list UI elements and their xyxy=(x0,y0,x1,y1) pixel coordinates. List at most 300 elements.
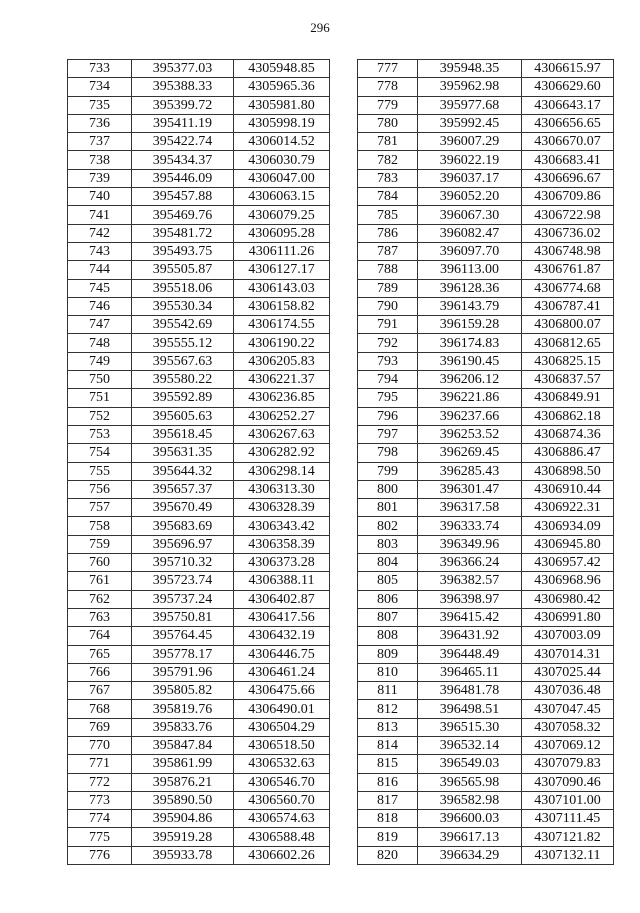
point-id-cell: 804 xyxy=(358,554,418,572)
coordinates-table-right xyxy=(357,59,614,865)
table-row xyxy=(358,242,614,260)
y-coordinate-cell: 4305965.36 xyxy=(234,78,330,96)
point-id-cell: 797 xyxy=(358,425,418,443)
table-row xyxy=(358,425,614,443)
y-coordinate-cell: 4306298.14 xyxy=(234,462,330,480)
table-row xyxy=(68,206,330,224)
y-coordinate-cell: 4306560.70 xyxy=(234,791,330,809)
point-id-cell: 753 xyxy=(68,425,132,443)
x-coordinate-cell: 395847.84 xyxy=(132,736,234,754)
table-row xyxy=(358,682,614,700)
x-coordinate-cell: 396382.57 xyxy=(418,572,522,590)
x-coordinate-cell: 396190.45 xyxy=(418,352,522,370)
table-row xyxy=(358,791,614,809)
x-coordinate-cell: 396498.51 xyxy=(418,700,522,718)
x-coordinate-cell: 395377.03 xyxy=(132,60,234,78)
x-coordinate-cell: 396565.98 xyxy=(418,773,522,791)
table-row xyxy=(358,590,614,608)
x-coordinate-cell: 395977.68 xyxy=(418,96,522,114)
x-coordinate-cell: 395422.74 xyxy=(132,133,234,151)
table-row xyxy=(358,846,614,864)
y-coordinate-cell: 4306574.63 xyxy=(234,810,330,828)
table-row xyxy=(68,224,330,242)
y-coordinate-cell: 4306343.42 xyxy=(234,517,330,535)
x-coordinate-cell: 395876.21 xyxy=(132,773,234,791)
y-coordinate-cell: 4306358.39 xyxy=(234,535,330,553)
x-coordinate-cell: 396269.45 xyxy=(418,444,522,462)
point-id-cell: 769 xyxy=(68,718,132,736)
y-coordinate-cell: 4306696.67 xyxy=(522,169,614,187)
point-id-cell: 738 xyxy=(68,151,132,169)
y-coordinate-cell: 4307111.45 xyxy=(522,810,614,828)
y-coordinate-cell: 4307036.48 xyxy=(522,682,614,700)
y-coordinate-cell: 4306670.07 xyxy=(522,133,614,151)
table-row xyxy=(68,700,330,718)
y-coordinate-cell: 4306014.52 xyxy=(234,133,330,151)
point-id-cell: 750 xyxy=(68,371,132,389)
x-coordinate-cell: 395696.97 xyxy=(132,535,234,553)
y-coordinate-cell: 4306945.80 xyxy=(522,535,614,553)
point-id-cell: 743 xyxy=(68,242,132,260)
y-coordinate-cell: 4306030.79 xyxy=(234,151,330,169)
x-coordinate-cell: 395411.19 xyxy=(132,114,234,132)
y-coordinate-cell: 4307101.00 xyxy=(522,791,614,809)
point-id-cell: 766 xyxy=(68,663,132,681)
y-coordinate-cell: 4306683.41 xyxy=(522,151,614,169)
y-coordinate-cell: 4306079.25 xyxy=(234,206,330,224)
y-coordinate-cell: 4306910.44 xyxy=(522,480,614,498)
point-id-cell: 803 xyxy=(358,535,418,553)
table-row xyxy=(358,96,614,114)
point-id-cell: 805 xyxy=(358,572,418,590)
point-id-cell: 795 xyxy=(358,389,418,407)
table-row xyxy=(358,572,614,590)
table-row xyxy=(68,590,330,608)
point-id-cell: 808 xyxy=(358,627,418,645)
table-row xyxy=(358,773,614,791)
table-body xyxy=(68,60,330,865)
x-coordinate-cell: 396448.49 xyxy=(418,645,522,663)
y-coordinate-cell: 4307014.31 xyxy=(522,645,614,663)
x-coordinate-cell: 395446.09 xyxy=(132,169,234,187)
table-row xyxy=(68,114,330,132)
point-id-cell: 778 xyxy=(358,78,418,96)
y-coordinate-cell: 4306174.55 xyxy=(234,316,330,334)
point-id-cell: 815 xyxy=(358,755,418,773)
table-row xyxy=(68,261,330,279)
table-row xyxy=(358,755,614,773)
table-row xyxy=(358,499,614,517)
x-coordinate-cell: 396159.28 xyxy=(418,316,522,334)
y-coordinate-cell: 4306957.42 xyxy=(522,554,614,572)
x-coordinate-cell: 396206.12 xyxy=(418,371,522,389)
point-id-cell: 763 xyxy=(68,608,132,626)
point-id-cell: 734 xyxy=(68,78,132,96)
y-coordinate-cell: 4306849.91 xyxy=(522,389,614,407)
point-id-cell: 802 xyxy=(358,517,418,535)
y-coordinate-cell: 4306615.97 xyxy=(522,60,614,78)
point-id-cell: 806 xyxy=(358,590,418,608)
y-coordinate-cell: 4306629.60 xyxy=(522,78,614,96)
point-id-cell: 735 xyxy=(68,96,132,114)
x-coordinate-cell: 396143.79 xyxy=(418,297,522,315)
point-id-cell: 777 xyxy=(358,60,418,78)
y-coordinate-cell: 4306991.80 xyxy=(522,608,614,626)
point-id-cell: 811 xyxy=(358,682,418,700)
table-row xyxy=(358,334,614,352)
table-row xyxy=(358,736,614,754)
x-coordinate-cell: 396022.19 xyxy=(418,151,522,169)
table-row xyxy=(358,828,614,846)
y-coordinate-cell: 4306095.28 xyxy=(234,224,330,242)
x-coordinate-cell: 396301.47 xyxy=(418,480,522,498)
point-id-cell: 757 xyxy=(68,499,132,517)
y-coordinate-cell: 4306111.26 xyxy=(234,242,330,260)
y-coordinate-cell: 4306373.28 xyxy=(234,554,330,572)
y-coordinate-cell: 4306787.41 xyxy=(522,297,614,315)
table-row xyxy=(358,78,614,96)
y-coordinate-cell: 4306748.98 xyxy=(522,242,614,260)
table-row xyxy=(358,371,614,389)
table-row xyxy=(68,78,330,96)
point-id-cell: 736 xyxy=(68,114,132,132)
table-row xyxy=(68,188,330,206)
x-coordinate-cell: 395605.63 xyxy=(132,407,234,425)
point-id-cell: 812 xyxy=(358,700,418,718)
table-row xyxy=(68,572,330,590)
table-row xyxy=(358,151,614,169)
table-row xyxy=(68,352,330,370)
x-coordinate-cell: 395962.98 xyxy=(418,78,522,96)
point-id-cell: 794 xyxy=(358,371,418,389)
y-coordinate-cell: 4306588.48 xyxy=(234,828,330,846)
x-coordinate-cell: 396285.43 xyxy=(418,462,522,480)
x-coordinate-cell: 395644.32 xyxy=(132,462,234,480)
point-id-cell: 801 xyxy=(358,499,418,517)
point-id-cell: 785 xyxy=(358,206,418,224)
x-coordinate-cell: 395657.37 xyxy=(132,480,234,498)
table-row xyxy=(68,663,330,681)
y-coordinate-cell: 4306446.75 xyxy=(234,645,330,663)
point-id-cell: 786 xyxy=(358,224,418,242)
table-row xyxy=(68,608,330,626)
x-coordinate-cell: 395399.72 xyxy=(132,96,234,114)
y-coordinate-cell: 4306432.19 xyxy=(234,627,330,645)
point-id-cell: 813 xyxy=(358,718,418,736)
point-id-cell: 755 xyxy=(68,462,132,480)
point-id-cell: 799 xyxy=(358,462,418,480)
point-id-cell: 798 xyxy=(358,444,418,462)
point-id-cell: 761 xyxy=(68,572,132,590)
point-id-cell: 819 xyxy=(358,828,418,846)
y-coordinate-cell: 4305998.19 xyxy=(234,114,330,132)
y-coordinate-cell: 4306656.65 xyxy=(522,114,614,132)
x-coordinate-cell: 395904.86 xyxy=(132,810,234,828)
table-row xyxy=(358,279,614,297)
table-row xyxy=(358,261,614,279)
y-coordinate-cell: 4306047.00 xyxy=(234,169,330,187)
coordinates-table-left xyxy=(67,59,330,865)
y-coordinate-cell: 4306190.22 xyxy=(234,334,330,352)
table-row xyxy=(358,810,614,828)
y-coordinate-cell: 4306709.86 xyxy=(522,188,614,206)
point-id-cell: 788 xyxy=(358,261,418,279)
table-row xyxy=(68,645,330,663)
x-coordinate-cell: 396582.98 xyxy=(418,791,522,809)
point-id-cell: 765 xyxy=(68,645,132,663)
table-row xyxy=(68,773,330,791)
point-id-cell: 772 xyxy=(68,773,132,791)
point-id-cell: 746 xyxy=(68,297,132,315)
point-id-cell: 814 xyxy=(358,736,418,754)
y-coordinate-cell: 4306236.85 xyxy=(234,389,330,407)
table-row xyxy=(68,334,330,352)
y-coordinate-cell: 4306143.03 xyxy=(234,279,330,297)
table-row xyxy=(358,169,614,187)
table-row xyxy=(358,407,614,425)
point-id-cell: 791 xyxy=(358,316,418,334)
point-id-cell: 751 xyxy=(68,389,132,407)
x-coordinate-cell: 396128.36 xyxy=(418,279,522,297)
table-row xyxy=(358,114,614,132)
point-id-cell: 792 xyxy=(358,334,418,352)
x-coordinate-cell: 395567.63 xyxy=(132,352,234,370)
point-id-cell: 771 xyxy=(68,755,132,773)
table-row xyxy=(68,371,330,389)
table-row xyxy=(358,444,614,462)
x-coordinate-cell: 396617.13 xyxy=(418,828,522,846)
x-coordinate-cell: 395737.24 xyxy=(132,590,234,608)
table-row xyxy=(358,60,614,78)
y-coordinate-cell: 4306504.29 xyxy=(234,718,330,736)
point-id-cell: 767 xyxy=(68,682,132,700)
x-coordinate-cell: 395819.76 xyxy=(132,700,234,718)
x-coordinate-cell: 395683.69 xyxy=(132,517,234,535)
y-coordinate-cell: 4306736.02 xyxy=(522,224,614,242)
x-coordinate-cell: 395505.87 xyxy=(132,261,234,279)
x-coordinate-cell: 396515.30 xyxy=(418,718,522,736)
table-row xyxy=(358,645,614,663)
x-coordinate-cell: 395670.49 xyxy=(132,499,234,517)
table-row xyxy=(68,554,330,572)
x-coordinate-cell: 395388.33 xyxy=(132,78,234,96)
table-row xyxy=(68,627,330,645)
point-id-cell: 820 xyxy=(358,846,418,864)
point-id-cell: 787 xyxy=(358,242,418,260)
x-coordinate-cell: 395833.76 xyxy=(132,718,234,736)
table-row xyxy=(358,224,614,242)
x-coordinate-cell: 396549.03 xyxy=(418,755,522,773)
y-coordinate-cell: 4306282.92 xyxy=(234,444,330,462)
x-coordinate-cell: 395457.88 xyxy=(132,188,234,206)
table-row xyxy=(68,682,330,700)
table-row xyxy=(68,151,330,169)
table-row xyxy=(68,444,330,462)
x-coordinate-cell: 396349.96 xyxy=(418,535,522,553)
table-row xyxy=(358,462,614,480)
x-coordinate-cell: 395481.72 xyxy=(132,224,234,242)
y-coordinate-cell: 4306922.31 xyxy=(522,499,614,517)
y-coordinate-cell: 4306825.15 xyxy=(522,352,614,370)
y-coordinate-cell: 4306267.63 xyxy=(234,425,330,443)
point-id-cell: 760 xyxy=(68,554,132,572)
point-id-cell: 747 xyxy=(68,316,132,334)
table-row xyxy=(68,718,330,736)
table-row xyxy=(68,297,330,315)
y-coordinate-cell: 4307121.82 xyxy=(522,828,614,846)
x-coordinate-cell: 396007.29 xyxy=(418,133,522,151)
y-coordinate-cell: 4306417.56 xyxy=(234,608,330,626)
table-row xyxy=(68,242,330,260)
x-coordinate-cell: 396317.58 xyxy=(418,499,522,517)
table-row xyxy=(358,608,614,626)
table-row xyxy=(358,316,614,334)
table-row xyxy=(68,425,330,443)
point-id-cell: 774 xyxy=(68,810,132,828)
x-coordinate-cell: 395764.45 xyxy=(132,627,234,645)
point-id-cell: 737 xyxy=(68,133,132,151)
point-id-cell: 770 xyxy=(68,736,132,754)
point-id-cell: 758 xyxy=(68,517,132,535)
table-row xyxy=(68,316,330,334)
x-coordinate-cell: 396431.92 xyxy=(418,627,522,645)
point-id-cell: 780 xyxy=(358,114,418,132)
point-id-cell: 809 xyxy=(358,645,418,663)
point-id-cell: 790 xyxy=(358,297,418,315)
y-coordinate-cell: 4306063.15 xyxy=(234,188,330,206)
x-coordinate-cell: 395710.32 xyxy=(132,554,234,572)
table-row xyxy=(358,480,614,498)
table-row xyxy=(68,736,330,754)
y-coordinate-cell: 4306388.11 xyxy=(234,572,330,590)
point-id-cell: 764 xyxy=(68,627,132,645)
y-coordinate-cell: 4306221.37 xyxy=(234,371,330,389)
x-coordinate-cell: 396037.17 xyxy=(418,169,522,187)
point-id-cell: 789 xyxy=(358,279,418,297)
y-coordinate-cell: 4306898.50 xyxy=(522,462,614,480)
y-coordinate-cell: 4306980.42 xyxy=(522,590,614,608)
point-id-cell: 744 xyxy=(68,261,132,279)
x-coordinate-cell: 395542.69 xyxy=(132,316,234,334)
x-coordinate-cell: 395890.50 xyxy=(132,791,234,809)
x-coordinate-cell: 395580.22 xyxy=(132,371,234,389)
y-coordinate-cell: 4306602.26 xyxy=(234,846,330,864)
y-coordinate-cell: 4306252.27 xyxy=(234,407,330,425)
point-id-cell: 756 xyxy=(68,480,132,498)
x-coordinate-cell: 396398.97 xyxy=(418,590,522,608)
point-id-cell: 816 xyxy=(358,773,418,791)
x-coordinate-cell: 396097.70 xyxy=(418,242,522,260)
table-row xyxy=(68,279,330,297)
x-coordinate-cell: 395518.06 xyxy=(132,279,234,297)
table-row xyxy=(358,389,614,407)
table-row xyxy=(68,755,330,773)
x-coordinate-cell: 396113.00 xyxy=(418,261,522,279)
table-row xyxy=(68,60,330,78)
point-id-cell: 740 xyxy=(68,188,132,206)
y-coordinate-cell: 4305948.85 xyxy=(234,60,330,78)
point-id-cell: 782 xyxy=(358,151,418,169)
point-id-cell: 810 xyxy=(358,663,418,681)
table-row xyxy=(358,352,614,370)
x-coordinate-cell: 396634.29 xyxy=(418,846,522,864)
x-coordinate-cell: 395469.76 xyxy=(132,206,234,224)
table-row xyxy=(68,828,330,846)
x-coordinate-cell: 395750.81 xyxy=(132,608,234,626)
y-coordinate-cell: 4307058.32 xyxy=(522,718,614,736)
point-id-cell: 796 xyxy=(358,407,418,425)
y-coordinate-cell: 4306518.50 xyxy=(234,736,330,754)
y-coordinate-cell: 4307090.46 xyxy=(522,773,614,791)
table-row xyxy=(68,499,330,517)
x-coordinate-cell: 396082.47 xyxy=(418,224,522,242)
point-id-cell: 783 xyxy=(358,169,418,187)
x-coordinate-cell: 395778.17 xyxy=(132,645,234,663)
x-coordinate-cell: 396600.03 xyxy=(418,810,522,828)
y-coordinate-cell: 4306968.96 xyxy=(522,572,614,590)
x-coordinate-cell: 395919.28 xyxy=(132,828,234,846)
page-number: 296 xyxy=(310,20,330,35)
point-id-cell: 800 xyxy=(358,480,418,498)
y-coordinate-cell: 4306490.01 xyxy=(234,700,330,718)
table-row xyxy=(358,133,614,151)
y-coordinate-cell: 4307069.12 xyxy=(522,736,614,754)
point-id-cell: 752 xyxy=(68,407,132,425)
table-row xyxy=(358,535,614,553)
point-id-cell: 807 xyxy=(358,608,418,626)
point-id-cell: 776 xyxy=(68,846,132,864)
x-coordinate-cell: 396333.74 xyxy=(418,517,522,535)
y-coordinate-cell: 4306761.87 xyxy=(522,261,614,279)
x-coordinate-cell: 395530.34 xyxy=(132,297,234,315)
y-coordinate-cell: 4306874.36 xyxy=(522,425,614,443)
point-id-cell: 742 xyxy=(68,224,132,242)
x-coordinate-cell: 395592.89 xyxy=(132,389,234,407)
point-id-cell: 779 xyxy=(358,96,418,114)
table-row xyxy=(68,480,330,498)
point-id-cell: 748 xyxy=(68,334,132,352)
x-coordinate-cell: 395948.35 xyxy=(418,60,522,78)
table-row xyxy=(358,206,614,224)
point-id-cell: 817 xyxy=(358,791,418,809)
y-coordinate-cell: 4306886.47 xyxy=(522,444,614,462)
x-coordinate-cell: 396415.42 xyxy=(418,608,522,626)
table-row xyxy=(68,846,330,864)
point-id-cell: 741 xyxy=(68,206,132,224)
point-id-cell: 759 xyxy=(68,535,132,553)
x-coordinate-cell: 396366.24 xyxy=(418,554,522,572)
point-id-cell: 775 xyxy=(68,828,132,846)
y-coordinate-cell: 4306313.30 xyxy=(234,480,330,498)
y-coordinate-cell: 4306532.63 xyxy=(234,755,330,773)
table-row xyxy=(68,535,330,553)
table-row xyxy=(358,627,614,645)
point-id-cell: 781 xyxy=(358,133,418,151)
x-coordinate-cell: 396221.86 xyxy=(418,389,522,407)
x-coordinate-cell: 395555.12 xyxy=(132,334,234,352)
y-coordinate-cell: 4306862.18 xyxy=(522,407,614,425)
y-coordinate-cell: 4305981.80 xyxy=(234,96,330,114)
x-coordinate-cell: 396465.11 xyxy=(418,663,522,681)
point-id-cell: 739 xyxy=(68,169,132,187)
x-coordinate-cell: 396067.30 xyxy=(418,206,522,224)
point-id-cell: 793 xyxy=(358,352,418,370)
y-coordinate-cell: 4307003.09 xyxy=(522,627,614,645)
table-row xyxy=(358,663,614,681)
y-coordinate-cell: 4306837.57 xyxy=(522,371,614,389)
x-coordinate-cell: 395493.75 xyxy=(132,242,234,260)
x-coordinate-cell: 395805.82 xyxy=(132,682,234,700)
